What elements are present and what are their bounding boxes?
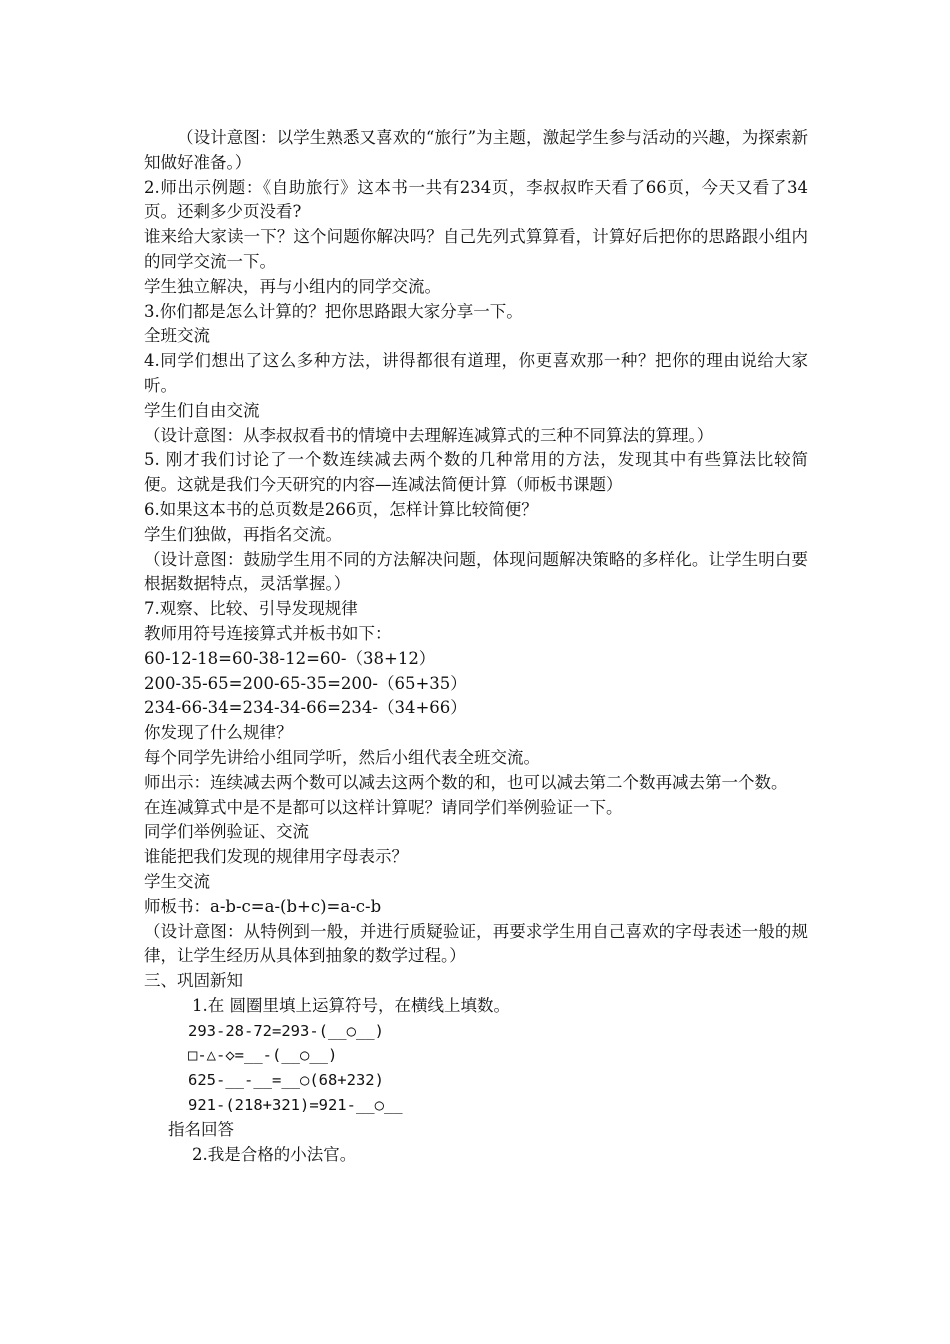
verify-activity: 同学们举例验证、交流 [144, 822, 309, 842]
rule-statement: 师出示：连续减去两个数可以减去这两个数的和，也可以减去第二个数再减去第一个数。 [144, 772, 788, 792]
example-problem: 2.师出示例题：《自助旅行》这本书一共有234页，李叔叔昨天看了66页，今天又看了34页。还剩多少页没看? [144, 177, 808, 222]
teacher-question: 谁来给大家读一下？这个问题你解决吗？自己先列式算算看，计算好后把你的思路跟小组内的同学交流一下。 [144, 227, 808, 271]
equation-3: 234-66-34=234-34-66=234-（34+66） [144, 698, 467, 718]
exercise-line-1: 293-28-72=293-(__○__) [188, 1021, 384, 1040]
exercise-line-2: □-△-◇=__-(__○__) [188, 1046, 338, 1065]
answer-note: 指名回答 [168, 1119, 234, 1139]
class-discussion: 全班交流 [144, 326, 210, 346]
board-intro: 教师用符号连接算式并板书如下： [144, 623, 392, 643]
letter-question: 谁能把我们发现的规律用字母表示？ [144, 847, 408, 867]
verify-prompt: 在连减算式中是不是都可以这样计算呢？请同学们举例验证一下。 [144, 797, 623, 817]
section-heading: 三、巩固新知 [144, 971, 243, 991]
step-3: 3.你们都是怎么计算的？把你思路跟大家分享一下。 [144, 301, 523, 321]
independent-work: 学生们独做，再指名交流。 [144, 524, 342, 544]
step-4: 4.同学们想出了这么多种方法，讲得都很有道理，你更喜欢那一种？把你的理由说给大家听。 [144, 351, 808, 395]
design-intent-2: （设计意图：从李叔叔看书的情境中去理解连减算式的三种不同算法的算理。） [144, 425, 714, 445]
design-intent-4: （设计意图：从特例到一般，并进行质疑验证，再要求学生用自己喜欢的字母表述一般的规律，让学生经历从具体到抽象的数学过程。） [144, 921, 808, 966]
step-5: 5. 刚才我们讨论了一个数连续减去两个数的几种常用的方法，发现其中有些算法比较简便。这就是我们今天研究的内容—连减法简便计算（师板书课题） [144, 450, 808, 495]
group-share: 每个同学先讲给小组同学听，然后小组代表全班交流。 [144, 747, 540, 767]
exercise-line-4: 921-(218+321)=921-__○__ [188, 1096, 403, 1115]
rule-question: 你发现了什么规律？ [144, 723, 293, 743]
equation-2: 200-35-65=200-65-35=200-（65+35） [144, 673, 467, 693]
student-activity: 学生独立解决，再与小组内的同学交流。 [144, 276, 441, 296]
equation-1: 60-12-18=60-38-12=60-（38+12） [144, 648, 436, 668]
document-body [144, 126, 808, 1167]
board-formula: 师板书：a-b-c=a-(b+c)=a-c-b [144, 896, 382, 916]
step-7: 7.观察、比较、引导发现规律 [144, 599, 358, 619]
next-exercise: 2.我是合格的小法官。 [192, 1144, 357, 1164]
exercise-line-3: 625-__-__=__○(68+232) [188, 1071, 384, 1090]
free-discussion: 学生们自由交流 [144, 400, 260, 420]
step-6: 6.如果这本书的总页数是266页，怎样计算比较简便？ [144, 499, 538, 519]
design-intent-1: （设计意图：以学生熟悉又喜欢的“旅行”为主题，激起学生参与活动的兴趣，为探索新知做好准备。） [144, 128, 808, 172]
exercise-title: 1.在 圆圈里填上运算符号，在横线上填数。 [192, 995, 510, 1015]
design-intent-3: （设计意图：鼓励学生用不同的方法解决问题，体现问题解决策略的多样化。让学生明白要根据数据特点，灵活掌握。） [144, 549, 808, 594]
student-exchange: 学生交流 [144, 871, 210, 891]
